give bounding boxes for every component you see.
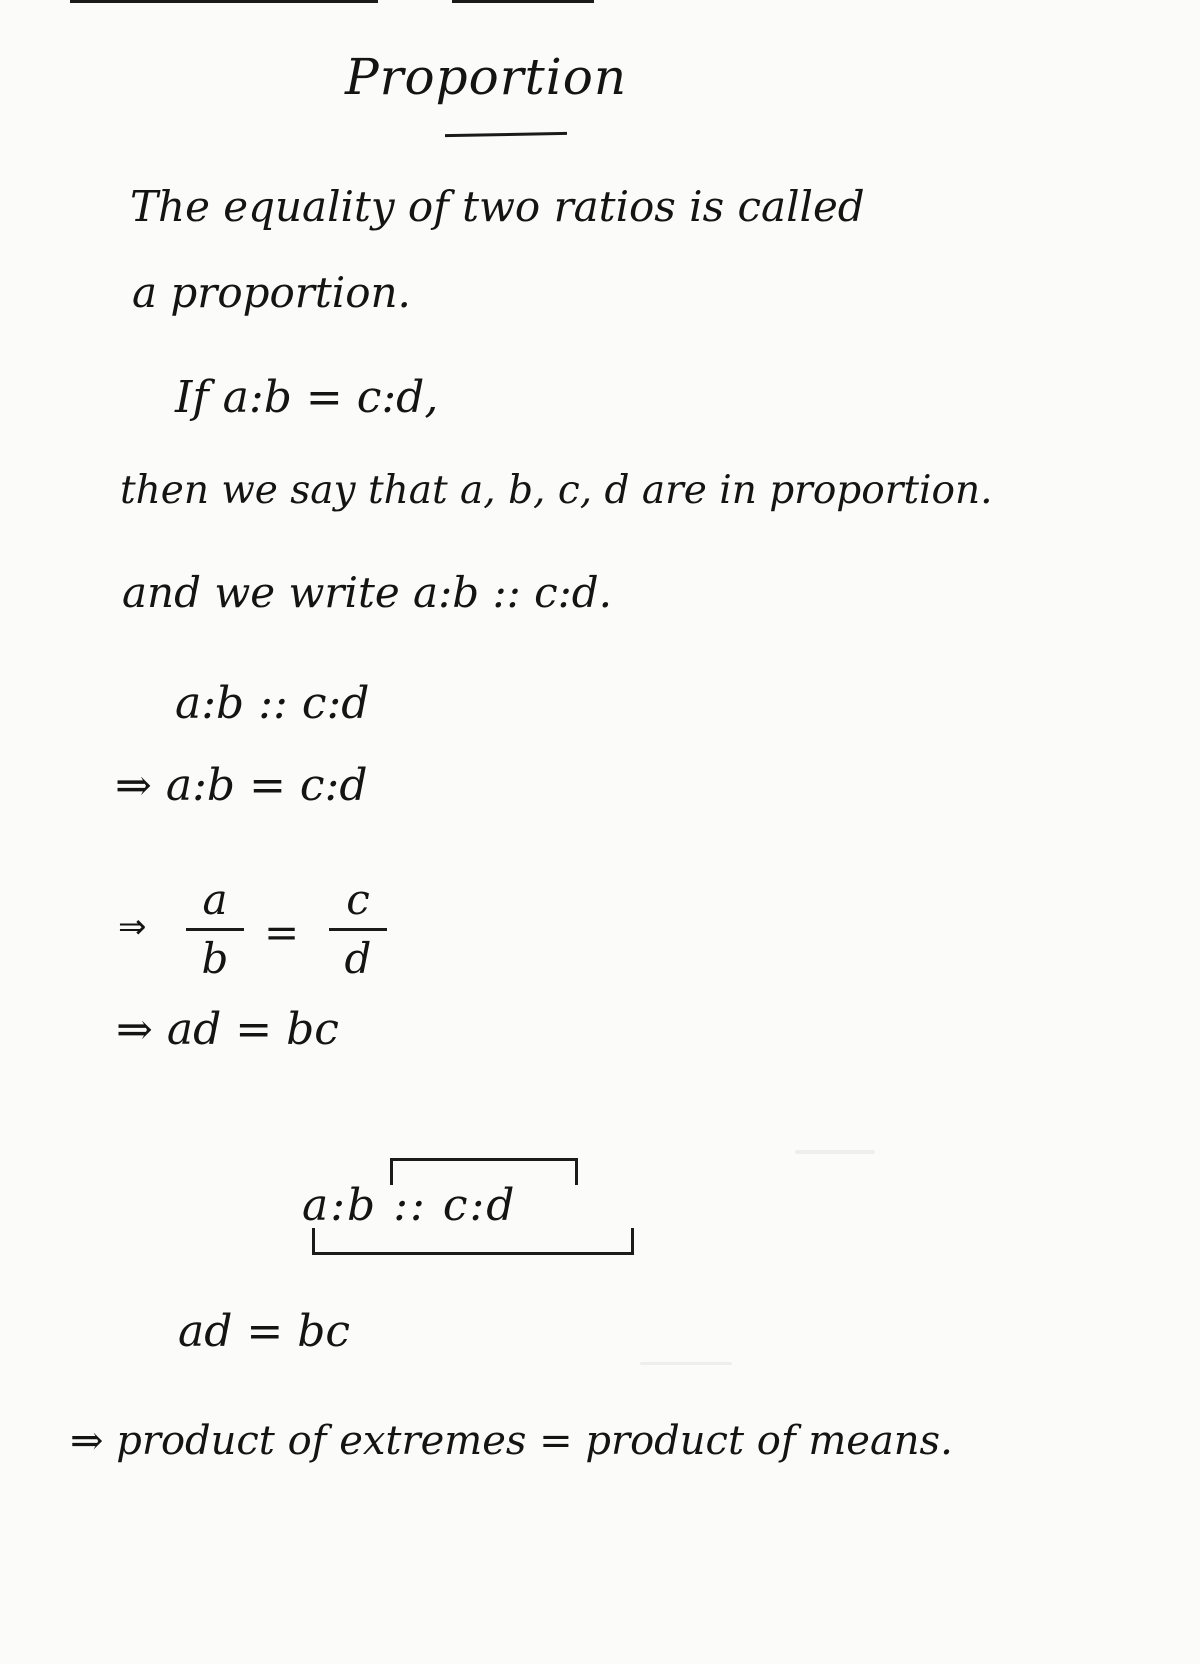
paper-smudge	[640, 1362, 732, 1365]
fraction-numerator-c: c	[346, 875, 370, 924]
definition-line-1: The equality of two ratios is called	[130, 182, 865, 231]
page-title: Proportion	[345, 48, 628, 106]
result-line: ad = bc	[178, 1306, 351, 1357]
fraction-c-over-d	[323, 876, 393, 983]
fraction-bar	[329, 928, 387, 931]
extremes-bracket	[312, 1228, 634, 1255]
implication-arrow: ⇒	[118, 907, 147, 947]
conclusion-line: ⇒ product of extremes = product of means.	[70, 1418, 953, 1464]
condition-line: If a:b = c:d,	[175, 372, 439, 423]
proportion-line: a:b :: c:d	[175, 678, 370, 729]
fraction-numerator-a: a	[202, 875, 228, 924]
bracketed-proportion: a:b :: c:d	[302, 1180, 517, 1231]
statement-line-1: then we say that a, b, c, d are in proportion.	[120, 468, 993, 513]
fraction-equals-sign: =	[264, 908, 300, 957]
fraction-a-over-b	[180, 876, 250, 983]
top-rule-right	[452, 0, 594, 3]
fraction-bar	[186, 928, 244, 931]
extremes-means-diagram	[290, 1146, 680, 1266]
fraction-equation	[118, 876, 438, 996]
fraction-denominator-d: d	[344, 934, 372, 983]
title-underline	[445, 132, 567, 137]
statement-line-2: and we write a:b :: c:d.	[122, 568, 613, 617]
fraction-denominator-b: b	[201, 934, 229, 983]
top-rule-left	[70, 0, 378, 3]
cross-product-line: ⇒ ad = bc	[116, 1004, 339, 1055]
paper-smudge	[795, 1150, 875, 1154]
equality-line: ⇒ a:b = c:d	[115, 760, 368, 811]
definition-line-2: a proportion.	[132, 268, 411, 317]
